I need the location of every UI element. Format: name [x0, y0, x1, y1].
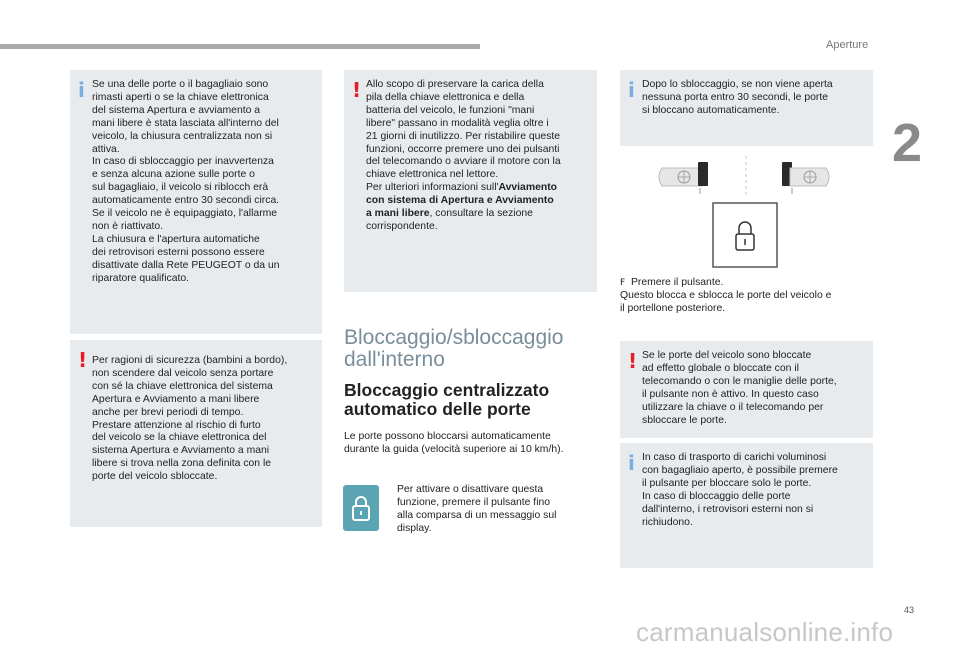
text-line: utilizzare la chiave o il telecomando per: [642, 401, 824, 413]
info-box-text: [642, 79, 865, 118]
lock-button-instructions: [397, 484, 597, 536]
text-line: e senza alcuna azione sulle porte o: [92, 169, 255, 181]
central-lock-button[interactable]: [343, 485, 379, 531]
text-line: il portellone posteriore.: [620, 302, 726, 314]
warning-box-button-inactive: [620, 341, 873, 438]
warning-box-text: Allo scopo di preservare la carica della pila della chiave elettronica e della batteria del veicolo, le funzioni "mani libere" passano in modalità veglia oltre i 21 giorni di inutilizzo. Per ristabilire queste funzioni, occorre premere uno dei pulsanti del telecomando o avviare il motore con la chiave elettronica nel lettore. Per ulteriori informazioni sull'Avviamento con sistema di Apertura e Avviamento a mani libere, consultare la sezione corrispondente.: [366, 79, 561, 232]
text-line: In caso di bloccaggio delle porte: [642, 490, 791, 502]
info-icon: i: [78, 78, 85, 102]
info-box-text: [642, 452, 865, 529]
text-line: In caso di sbloccaggio per inavvertenza: [92, 156, 274, 168]
text-line: mani libere è stata lasciata all'interno del: [92, 117, 279, 129]
subsection-heading: Bloccaggio centralizzato automatico delle porte: [344, 380, 550, 419]
text-line: sbloccare le porte.: [642, 414, 727, 426]
text-line: Se il veicolo ne è equipaggiato, l'allarme: [92, 208, 278, 220]
text-line: In caso di trasporto di carichi voluminosi: [642, 452, 827, 463]
text-line: pila della chiave elettronica e della: [366, 91, 525, 103]
page-number: 43: [904, 605, 915, 615]
text-line: Prestare attenzione al rischio di furto: [92, 419, 261, 431]
text-line: disattivate dalla Rete PEUGEOT o da un: [92, 259, 280, 271]
text-line: Se una delle porte o il bagagliaio sono: [92, 79, 269, 90]
watermark: carmanualsonline.info: [636, 617, 894, 647]
warning-box-safety: [70, 340, 322, 527]
text-line: funzioni, occorre premere uno dei pulsanti: [366, 143, 560, 155]
warning-icon: !: [78, 348, 88, 372]
text-line: batteria del veicolo, le funzioni "mani: [366, 104, 535, 116]
text-line: Per ragioni di sicurezza (bambini a bordo),: [92, 355, 288, 366]
info-box-auto-relock: [620, 70, 873, 146]
section-heading: Bloccaggio/sbloccaggio dall'interno: [344, 326, 564, 371]
info-box-doors-open: [70, 70, 322, 334]
text-line: non è riattivato.: [92, 220, 164, 232]
section-title: Aperture: [826, 39, 869, 51]
bullet-f: F: [620, 278, 626, 288]
text-line: con bagagliaio aperto, è possibile premere: [642, 464, 838, 476]
text-line: del veicolo se la chiave elettronica del: [92, 432, 267, 444]
press-button-step: F Premere il pulsante. Questo blocca e sblocca le porte del veicolo e il portellone posteriore.: [620, 277, 832, 314]
text-line: con sé la chiave elettronica del sistema: [92, 380, 273, 392]
text-line: non scendere dal veicolo senza portare: [92, 367, 274, 379]
text-line: ad effetto globale o bloccate con il: [642, 362, 799, 374]
text-line: rimasti aperti o se la chiave elettronica: [92, 91, 269, 103]
warning-box-battery: [344, 70, 597, 292]
text-line: Allo scopo di preservare la carica della: [366, 79, 544, 90]
text-line: Apertura e Avviamento a mani libere: [92, 393, 260, 405]
warning-box-text: [92, 355, 314, 484]
text-line: del sistema Apertura e avviamento a: [92, 104, 261, 116]
text-line: display.: [397, 522, 432, 534]
warning-icon: !: [628, 349, 638, 373]
text-line: Dopo lo sbloccaggio, se non viene aperta: [642, 79, 833, 90]
text-line: funzione, premere il pulsante fino: [397, 496, 551, 508]
text-line: La chiusura e l'apertura automatiche: [92, 233, 260, 245]
header-rule: [0, 44, 480, 49]
text-line: nessuna porta entro 30 secondi, le porte: [642, 91, 829, 103]
text-line: del telecomando o avviare il motore con la: [366, 156, 561, 168]
text-line: si bloccano automaticamente.: [642, 104, 780, 116]
text-line: alla comparsa di un messaggio sul: [397, 509, 557, 521]
text-line: 21 giorni di inutilizzo. Per ristabilire queste: [366, 130, 561, 142]
text-line: attiva.: [92, 143, 120, 155]
text-line: chiave elettronica nel lettore.: [366, 169, 499, 181]
text-line: Le porte possono bloccarsi automaticamente: [344, 431, 551, 442]
text-line: sistema Apertura e Avviamento a mani: [92, 445, 270, 457]
text-line: il pulsante per bloccare solo le porte.: [642, 477, 812, 489]
text-line: durante la guida (velocità superiore ai 10 km/h).: [344, 443, 564, 455]
info-box-text: [92, 79, 314, 286]
text-line: telecomando o con le maniglie delle porte,: [642, 375, 837, 387]
text-line: Per attivare o disattivare questa: [397, 484, 544, 495]
lock-button-closeup: [713, 203, 777, 267]
text-line: richiudono.: [642, 516, 693, 528]
door-lock-button-illustration: [620, 148, 873, 268]
chapter-number: 2: [892, 113, 923, 173]
info-icon: i: [628, 78, 635, 102]
warning-box-text: [642, 350, 865, 427]
text-line: il pulsante non è attivo. In questo caso: [642, 388, 819, 400]
info-box-bulky-loads: [620, 443, 873, 568]
padlock-icon: [351, 494, 371, 522]
text-line: porte del veicolo sbloccate.: [92, 471, 218, 483]
text-line: Se le porte del veicolo sono bloccate: [642, 350, 812, 361]
text-line: Questo blocca e sblocca le porte del veicolo e: [620, 289, 832, 301]
text-line: anche per brevi periodi di tempo.: [92, 406, 244, 418]
left-door-panel: [659, 162, 708, 194]
text-line: dei retrovisori esterni possono essere: [92, 246, 265, 258]
text-line: libere si trova nella zona definita con le: [92, 458, 272, 470]
text-line: dall'interno, i retrovisori esterni non si: [642, 503, 814, 515]
info-icon: i: [628, 451, 635, 475]
text-line: sul bagagliaio, il veicolo si riblocch erà: [92, 182, 269, 194]
text-line: libere" passano in modalità veglia oltre i: [366, 117, 549, 129]
right-door-panel: [782, 162, 829, 194]
warning-icon: !: [352, 78, 362, 102]
text-line: veicolo, la chiusura centralizzata non si: [92, 130, 273, 142]
auto-lock-paragraph: [344, 431, 599, 457]
text-line: riparatore qualificato.: [92, 272, 190, 284]
text-line: automaticamente entro 30 secondi circa.: [92, 195, 280, 207]
